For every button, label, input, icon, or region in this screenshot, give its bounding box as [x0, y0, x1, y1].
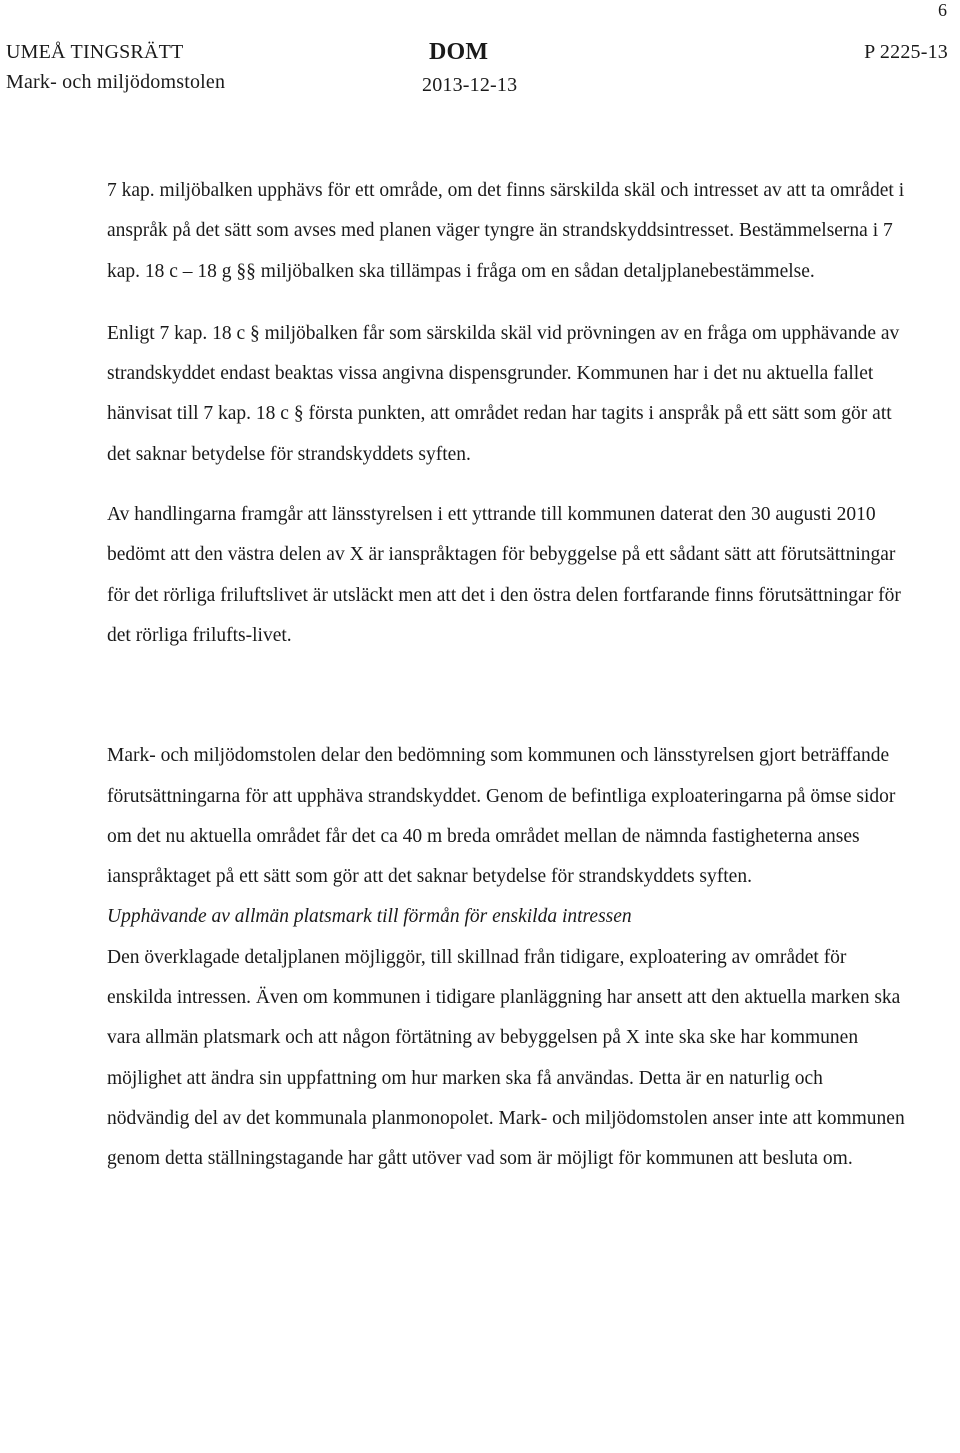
court-division: Mark- och miljödomstolen [6, 71, 226, 93]
paragraph-2: Enligt 7 kap. 18 c § miljöbalken får som särskilda skäl vid prövningen av en fråga om upphävande av strandskyddet endast beaktas vissa angivna dispensgrunder. Kommunen har i det nu aktuella fallet hänvisat till 7 kap. 18 c § första punkten, att området redan har tagits i anspråk på ett sätt som gör att det saknar betydelse för strandskyddets syften. [107, 322, 900, 465]
section-paragraph: Den överklagade detaljplanen möjliggör, till skillnad från tidigare, exploatering av området för enskilda intressen. Även om kommunen i tidigare planläggning har ansett att den aktuella marken ska vara allmän platsmark och att någon förtätning av bebyggelsen på X inte ska ske har kommunen möjlighet att ändra sin uppfattning om hur marken ska få användas. Detta är en naturlig och nödvändig del av det kommunala planmonopolet. Mark- och miljödomstolen anser inte att kommunen genom detta ställningstagande har gått utöver vad som är möjligt för kommunen att besluta om. [107, 946, 905, 1170]
paragraph-4: Mark- och miljödomstolen delar den bedömning som kommunen och länsstyrelsen gjort beträffande förutsättningarna för att upphäva strandskyddet. Genom de befintliga exploateringarna på ömse sidor om det nu aktuella området får det ca 40 m breda området mellan de nämnda fastigheterna anses ianspråktaget på ett sätt som gör att det saknar betydelse för strandskyddets syften. [107, 745, 896, 888]
paragraph-1: 7 kap. miljöbalken upphävs för ett område, om det finns särskilda skäl och intresset av att ta området i anspråk på det sätt som avses med planen väger tyngre än strandskyddsintresset. Bestämmelserna i 7 kap. 18 c – 18 g §§ miljöbalken ska tillämpas i fråga om en sådan detaljplanebestämmelse. [107, 180, 905, 282]
document-date: 2013-12-13 [422, 74, 518, 96]
section-heading: Upphävande av allmän platsmark till förmån för enskilda intressen [107, 906, 632, 928]
document-type: DOM [429, 39, 489, 65]
case-number: P 2225-13 [864, 41, 948, 63]
document-header [6, 41, 950, 101]
court-name: UMEÅ TINGSRÄTT [6, 41, 184, 63]
document-body [107, 171, 907, 1180]
page-number: 6 [938, 0, 947, 20]
paragraph-3: Av handlingarna framgår att länsstyrelsen i ett yttrande till kommunen daterat den 30 augusti 2010 bedömt att den västra delen av X är ianspråktagen för bebyggelse på ett sådant sätt att förutsättningar för det rörliga friluftslivet är utsläckt men att det i den östra delen fortfarande finns förutsättningar för det rörliga frilufts-livet. [107, 504, 901, 646]
